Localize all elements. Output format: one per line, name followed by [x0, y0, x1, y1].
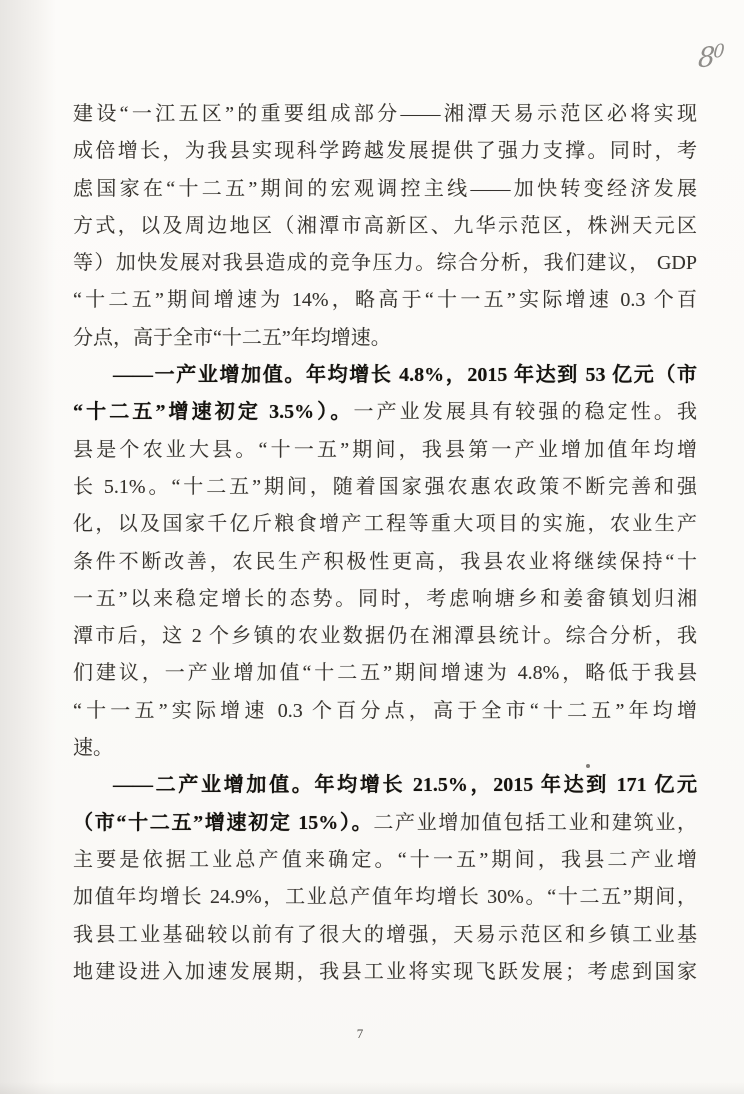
text-segment: 虑国家在“十二五”期间的宏观调控主线——加快转变经济发展 — [73, 177, 697, 200]
bold-text-segment: “十二五”增速初定 3.5%）。 — [73, 401, 354, 424]
handwritten-digit: 0 — [712, 40, 724, 63]
bold-text-segment: ——一产业增加值。年均增长 4.8%，2015 年达到 53 亿元（市 — [113, 364, 697, 387]
text-line — [73, 506, 697, 543]
text-segment: “十一五”实际增速 0.3 个百分点，高于全市“十二五”年均增 — [73, 699, 697, 722]
text-segment: 一五”以来稳定增长的态势。同时，考虑响塘乡和姜畲镇划归湘 — [73, 587, 697, 610]
scan-left-shadow — [0, 0, 56, 1094]
text-line — [73, 730, 697, 767]
text-line — [73, 879, 697, 916]
text-segment: 方式，以及周边地区（湘潭市高新区、九华示范区，株洲天元区 — [73, 214, 697, 237]
text-segment: 加值年均增长 24.9%，工业总产值年均增长 30%。“十二五”期间， — [73, 886, 697, 909]
bold-text-segment: ——二产业增加值。年均增长 21.5%，2015 年达到 171 亿元 — [113, 774, 697, 797]
text-line — [73, 357, 697, 394]
text-segment: 分点，高于全市“十二五”年均增速。 — [73, 326, 391, 349]
text-segment: 条件不断改善，农民生产积极性更高，我县农业将继续保持“十 — [73, 550, 697, 573]
handwritten-digit: 8 — [697, 41, 714, 75]
text-line — [73, 282, 697, 319]
text-segment: 成倍增长，为我县实现科学跨越发展提供了强力支撑。同时，考 — [73, 140, 697, 163]
text-segment: 建设“一江五区”的重要组成部分——湘潭天易示范区必将实现 — [73, 103, 697, 125]
text-segment: 我县工业基础较以前有了很大的增强，天易示范区和乡镇工业基 — [73, 923, 697, 946]
text-segment: “十二五”期间增速为 14%，略高于“十一五”实际增速 0.3 个百 — [73, 289, 697, 312]
text-segment: 们建议，一产业增加值“十二五”期间增速为 4.8%，略低于我县 — [73, 662, 697, 685]
text-line — [73, 655, 697, 692]
text-line — [73, 245, 697, 282]
page-number: 7 — [356, 1026, 364, 1041]
document-text — [73, 96, 697, 991]
text-line — [73, 805, 697, 842]
text-line — [73, 842, 697, 879]
text-line — [73, 618, 697, 655]
scan-bottom-shade — [0, 1082, 744, 1094]
text-segment: 等）加快发展对我县造成的竞争压力。综合分析，我们建议， GDP — [73, 252, 697, 275]
text-segment: 化，以及国家千亿斤粮食增产工程等重大项目的实施，农业生产 — [73, 513, 697, 536]
scan-artifact-dot — [586, 764, 590, 768]
text-segment: 一产业发展具有较强的稳定性。我 — [353, 401, 698, 424]
text-line — [73, 917, 697, 954]
text-line — [73, 208, 697, 245]
text-segment: 县是个农业大县。“十一五”期间，我县第一产业增加值年均增 — [73, 438, 697, 461]
bold-text-segment: （市“十二五”增速初定 15%）。 — [73, 811, 374, 834]
handwritten-page-mark — [698, 41, 724, 75]
text-segment: 长 5.1%。“十二五”期间，随着国家强农惠农政策不断完善和强 — [73, 475, 697, 498]
text-line — [73, 171, 697, 208]
text-line — [73, 544, 697, 581]
text-line — [73, 693, 697, 730]
text-line — [73, 133, 697, 170]
text-line — [73, 954, 697, 991]
text-line — [73, 767, 697, 804]
text-segment: 二产业增加值包括工业和建筑业， — [373, 811, 698, 834]
text-line — [73, 432, 697, 469]
text-segment: 地建设进入加速发展期，我县工业将实现飞跃发展；考虑到国家 — [73, 960, 697, 983]
text-line — [73, 96, 697, 133]
text-line — [73, 320, 697, 357]
text-segment: 主要是依据工业总产值来确定。“十一五”期间，我县二产业增 — [73, 848, 697, 871]
text-segment: 潭市后，这 2 个乡镇的农业数据仍在湘潭县统计。综合分析，我 — [73, 625, 697, 648]
text-segment: 速。 — [73, 737, 113, 760]
text-line — [73, 469, 697, 506]
text-line — [73, 394, 697, 431]
text-line — [73, 581, 697, 618]
